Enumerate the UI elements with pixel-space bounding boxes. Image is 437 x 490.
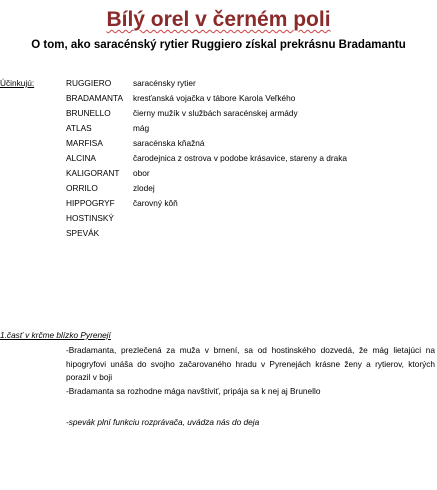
cast-row (66, 78, 196, 88)
cast-row (66, 138, 205, 148)
cast-row (66, 153, 347, 163)
cast-name: BRADAMANTA (66, 93, 124, 103)
cast-name: ALCINA (66, 153, 96, 163)
part-heading: 1.časť v krčme blízko Pyrenejí (0, 330, 111, 340)
paragraph: -Bradamanta sa rozhodne mága navštíviť, pripája sa k nej aj Brunello (66, 386, 321, 396)
cast-row (66, 213, 133, 223)
cast-label: Účinkujú: (0, 78, 35, 88)
cast-description: čarovný kôň (133, 198, 178, 208)
cast-name: MARFISA (66, 138, 103, 148)
document-title: Bílý orel v černém poli (106, 8, 331, 31)
cast-name: HIPPOGRYF (66, 198, 115, 208)
cast-row (66, 183, 155, 193)
cast-name: HOSTINSKÝ (66, 213, 114, 223)
cast-description: obor (133, 168, 150, 178)
cast-row (66, 108, 298, 118)
cast-row (66, 168, 150, 178)
cast-row (66, 93, 295, 103)
cast-description: čierny mužík v službách saracénskej armády (133, 108, 298, 118)
cast-row (66, 228, 133, 238)
cast-description: kresťanská vojačka v tábore Karola Veľkého (133, 93, 296, 103)
cast-description: saracénsky rytier (133, 78, 196, 88)
cast-name: BRUNELLO (66, 108, 111, 118)
cast-row (66, 123, 149, 133)
cast-row (66, 198, 178, 208)
cast-name: KALIGORANT (66, 168, 120, 178)
cast-description: saracénska kňažná (133, 138, 205, 148)
cast-name: ATLAS (66, 123, 92, 133)
paragraph: -spevák plní funkciu rozprávača, uvádza nás do deja (66, 417, 260, 427)
document-subtitle: O tom, ako saracénský rytier Ruggiero získal prekrásnu Bradamantu (31, 39, 406, 51)
cast-description: zlodej (133, 183, 155, 193)
cast-name: SPEVÁK (66, 228, 100, 238)
cast-name: RUGGIERO (66, 78, 112, 88)
paragraph: -Bradamanta, prezlečená za muža v brnení, sa od hostinského dozvedá, že mág lietajúci na hipogryfovi unáša do svojho začarovaného hradu v Pyrenejách krásne ženy a rytierov, ktorých porazil v boji (66, 345, 435, 382)
cast-description: čarodejnica z ostrova v podobe krásavice, stareny a draka (133, 153, 347, 163)
cast-description: mág (133, 123, 150, 133)
cast-name: ORRILO (66, 183, 98, 193)
